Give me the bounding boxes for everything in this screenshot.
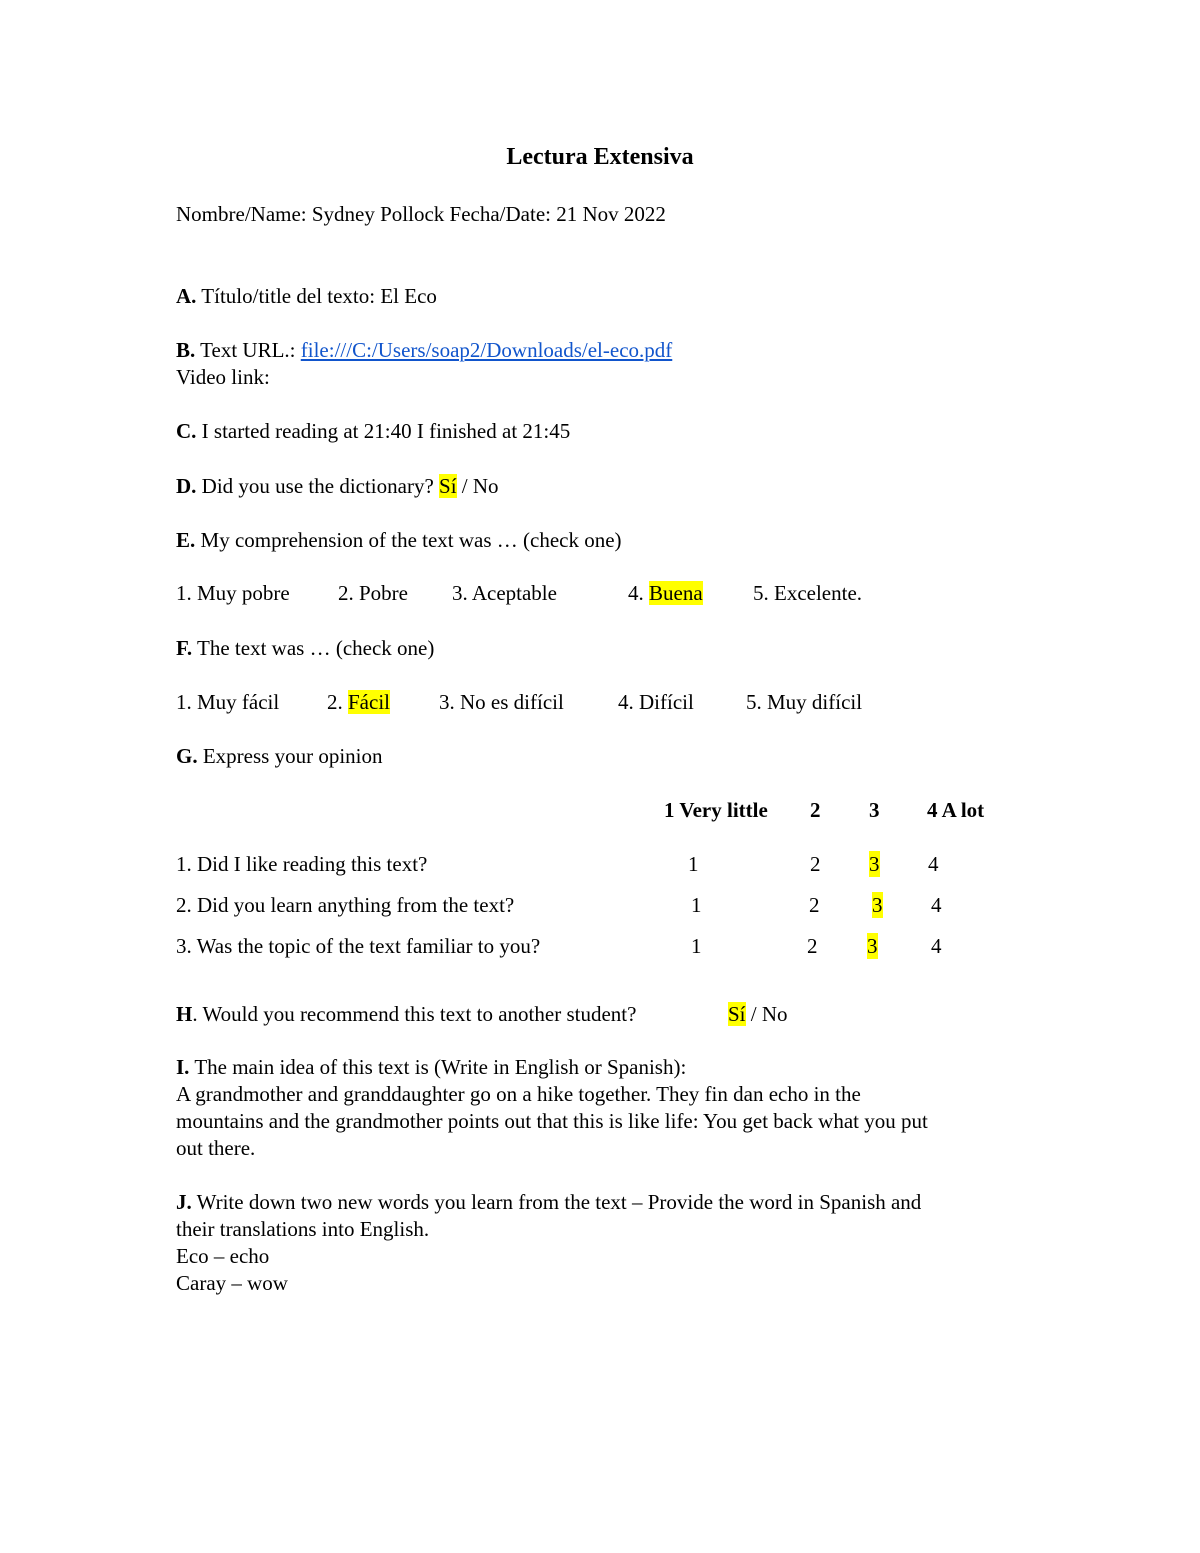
comprehension-option: 3. Aceptable	[452, 581, 557, 605]
difficulty-option-selected: 2. Fácil	[327, 690, 390, 714]
video-link-label: Video link:	[176, 365, 270, 389]
opinion-question: 1. Did I like reading this text?	[176, 852, 428, 876]
new-words-prompt-line: Write down two new words you learn from the text – Provide the word in Spanish and	[196, 1190, 922, 1214]
comprehension-option-label: Muy pobre	[197, 581, 290, 605]
difficulty-option: 1. Muy fácil	[176, 690, 280, 714]
recommend-answer-yes: Sí	[728, 1002, 746, 1026]
section-d	[176, 473, 499, 499]
difficulty-question: The text was … (check one)	[197, 636, 435, 660]
main-idea-answer-line: A grandmother and granddaughter go on a hike together. They fin dan echo in the	[176, 1082, 861, 1106]
comprehension-option-label: Excelente.	[774, 581, 863, 605]
section-a	[176, 283, 437, 309]
difficulty-option: 5. Muy difícil	[746, 690, 863, 714]
difficulty-option-label: No es difícil	[460, 690, 564, 714]
difficulty-option: 3. No es difícil	[439, 690, 564, 714]
text-url-link[interactable]: file:///C:/Users/soap2/Downloads/el-eco.pdf	[300, 338, 673, 362]
main-idea-answer-line: out there.	[176, 1136, 256, 1160]
rating-value: 1	[691, 934, 702, 958]
rating-value-selected: 3	[867, 934, 878, 958]
section-c-letter: C.	[176, 419, 197, 443]
rating-value: 2	[810, 852, 821, 876]
difficulty-option-label: Muy difícil	[767, 690, 863, 714]
scale-header: 2	[810, 798, 821, 822]
page-title: Lectura Extensiva	[506, 144, 694, 170]
scale-header: 4 A lot	[927, 798, 985, 822]
dictionary-question: Did you use the dictionary?	[201, 474, 434, 498]
main-idea-answer-line: mountains and the grandmother points out that this is like life: You get back what you put	[176, 1109, 928, 1133]
rating-value: 4	[928, 852, 939, 876]
new-words-prompt-line: their translations into English.	[176, 1217, 430, 1241]
main-idea-prompt: The main idea of this text is (Write in English or Spanish):	[194, 1055, 687, 1079]
text-url-label: Text URL.:	[200, 338, 301, 362]
rating-value-selected: 3	[872, 893, 883, 917]
rating-value-selected: 3	[869, 852, 880, 876]
new-word-entry: Caray – wow	[176, 1271, 288, 1295]
difficulty-option-label: Fácil	[348, 690, 390, 714]
new-word-entry: Eco – echo	[176, 1244, 270, 1268]
section-d-letter: D.	[176, 474, 197, 498]
rating-value: 4	[931, 893, 942, 917]
text-title-field: Título/title del texto: El Eco	[201, 284, 437, 308]
comprehension-option-label: Pobre	[359, 581, 408, 605]
difficulty-option-label: Muy fácil	[197, 690, 280, 714]
section-b-letter: B.	[176, 338, 196, 362]
rating-value: 4	[931, 934, 942, 958]
comprehension-question: My comprehension of the text was … (check one)	[200, 528, 622, 552]
section-a-letter: A.	[176, 284, 197, 308]
reading-times: I started reading at 21:40 I finished at 21:45	[201, 419, 571, 443]
comprehension-option: 2. Pobre	[338, 581, 408, 605]
section-f-letter: F.	[176, 636, 193, 660]
section-f	[176, 635, 434, 661]
dictionary-answer-no: / No	[461, 474, 499, 498]
recommend-answer	[728, 1001, 788, 1027]
comprehension-option-label: Aceptable	[471, 581, 557, 605]
comprehension-option-label: Buena	[649, 581, 703, 605]
section-g-letter: G.	[176, 744, 198, 768]
recommend-answer-no: / No	[750, 1002, 788, 1026]
section-h	[176, 1001, 636, 1027]
comprehension-option: 1. Muy pobre	[176, 581, 290, 605]
section-c	[176, 418, 570, 444]
comprehension-option-selected: 4. Buena	[628, 581, 703, 605]
difficulty-option-label: Difícil	[639, 690, 694, 714]
name-date-line: Nombre/Name: Sydney Pollock Fecha/Date: 21 Nov 2022	[176, 202, 666, 226]
section-g	[176, 743, 383, 769]
section-j	[176, 1189, 1026, 1297]
section-j-letter: J.	[176, 1190, 192, 1214]
section-b	[176, 337, 672, 363]
scale-header: 3	[869, 798, 880, 822]
section-e	[176, 527, 622, 553]
section-e-letter: E.	[176, 528, 196, 552]
opinion-question: 2. Did you learn anything from the text?	[176, 893, 515, 917]
rating-value: 2	[809, 893, 820, 917]
rating-value: 2	[807, 934, 818, 958]
difficulty-option: 4. Difícil	[618, 690, 694, 714]
rating-value: 1	[691, 893, 702, 917]
scale-header: 1 Very little	[664, 798, 768, 822]
recommend-question: . Would you recommend this text to another student?	[192, 1002, 637, 1026]
section-i-letter: I.	[176, 1055, 190, 1079]
opinion-heading: Express your opinion	[202, 744, 383, 768]
section-h-letter: H	[176, 1002, 193, 1026]
rating-value: 1	[688, 852, 699, 876]
comprehension-option: 5. Excelente.	[753, 581, 863, 605]
dictionary-answer-yes: Sí	[439, 474, 457, 498]
opinion-question: 3. Was the topic of the text familiar to you?	[176, 934, 541, 958]
section-i	[176, 1054, 1026, 1162]
